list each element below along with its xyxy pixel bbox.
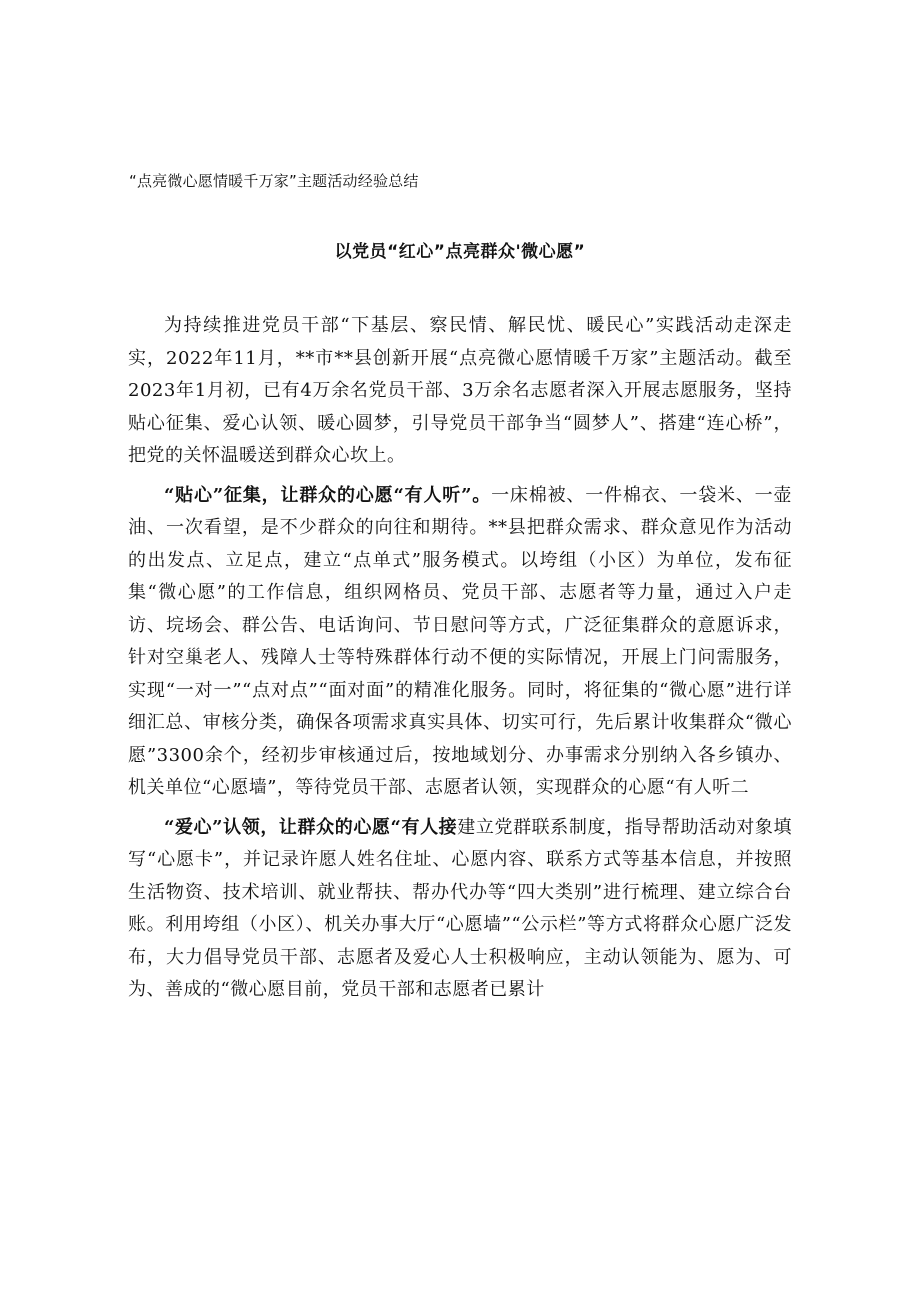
paragraph-collection-heading: “贴心”征集，让群众的心愿“有人听”。 xyxy=(164,484,492,506)
paragraph-collection-text: 一床棉被、一件棉衣、一袋米、一壶油、一次看望，是不少群众的向往和期待。**县把群众需求、群众意见作为活动的出发点、立足点，建立“点单式”服务模式。以垮组（小区）为单位，发布征集“微心愿”的工作信息，组织网格员、党员干部、志愿者等力量，通过入户走访、垸场会、群公告、电话询问、节日慰问等方式，广泛征集群众的意愿诉求，针对空巢老人、残障人士等特殊群体行动不便的实际情况，开展上门问需服务，实现“一对一”“点对点”“面对面”的精准化服务。同时，将征集的“微心愿”进行详细汇总、审核分类，确保各项需求真实具体、切实可行，先后累计收集群众“微心愿”3300余个，经初步审核通过后，按地域划分、办事需求分别纳入各乡镇办、机关单位“心愿墙”，等待党员干部、志愿者认领，实现群众的心愿“有人听二 xyxy=(128,484,792,798)
paragraph-intro-text: 为持续推进党员干部“下基层、察民情、解民忧、暖民心”实践活动走深走实，2022年11月，**市**县创新开展“点亮微心愿情暖千万家”主题活动。截至2023年1月初，已有4万余名党员干部、3万余名志愿者深入开展志愿服务，坚持贴心征集、爱心认领、暖心圆梦，引导党员干部争当“圆梦人”、搭建“连心桥”，把党的关怀温暖送到群众心坎上。 xyxy=(128,315,792,466)
document-label: “点亮微心愿情暖千万家”主题活动经验总结 xyxy=(129,172,419,190)
paragraph-collection xyxy=(128,480,792,805)
paragraph-claim-text: 建立党群联系制度，指导帮助活动对象填写“心愿卡”，并记录许愿人姓名住址、心愿内容、联系方式等基本信息，并按照生活物资、技术培训、就业帮扶、帮办代办等“四大类别”进行梳理、建立综合台账。利用垮组（小区）、机关办事大厅“心愿墙”“公示栏”等方式将群众心愿广泛发布，大力倡导党员干部、志愿者及爱心人士积极响应，主动认领能为、愿为、可为、善成的“微心愿目前，党员干部和志愿者已累计 xyxy=(128,816,792,1000)
document-title: 以党员“红心”点亮群众'微心愿” xyxy=(334,242,586,262)
paragraph-claim-heading: “爱心”认领，让群众的心愿“有人接 xyxy=(164,816,458,838)
paragraph-intro xyxy=(128,310,792,473)
paragraph-claim xyxy=(128,812,792,1007)
document-body xyxy=(128,310,792,1014)
